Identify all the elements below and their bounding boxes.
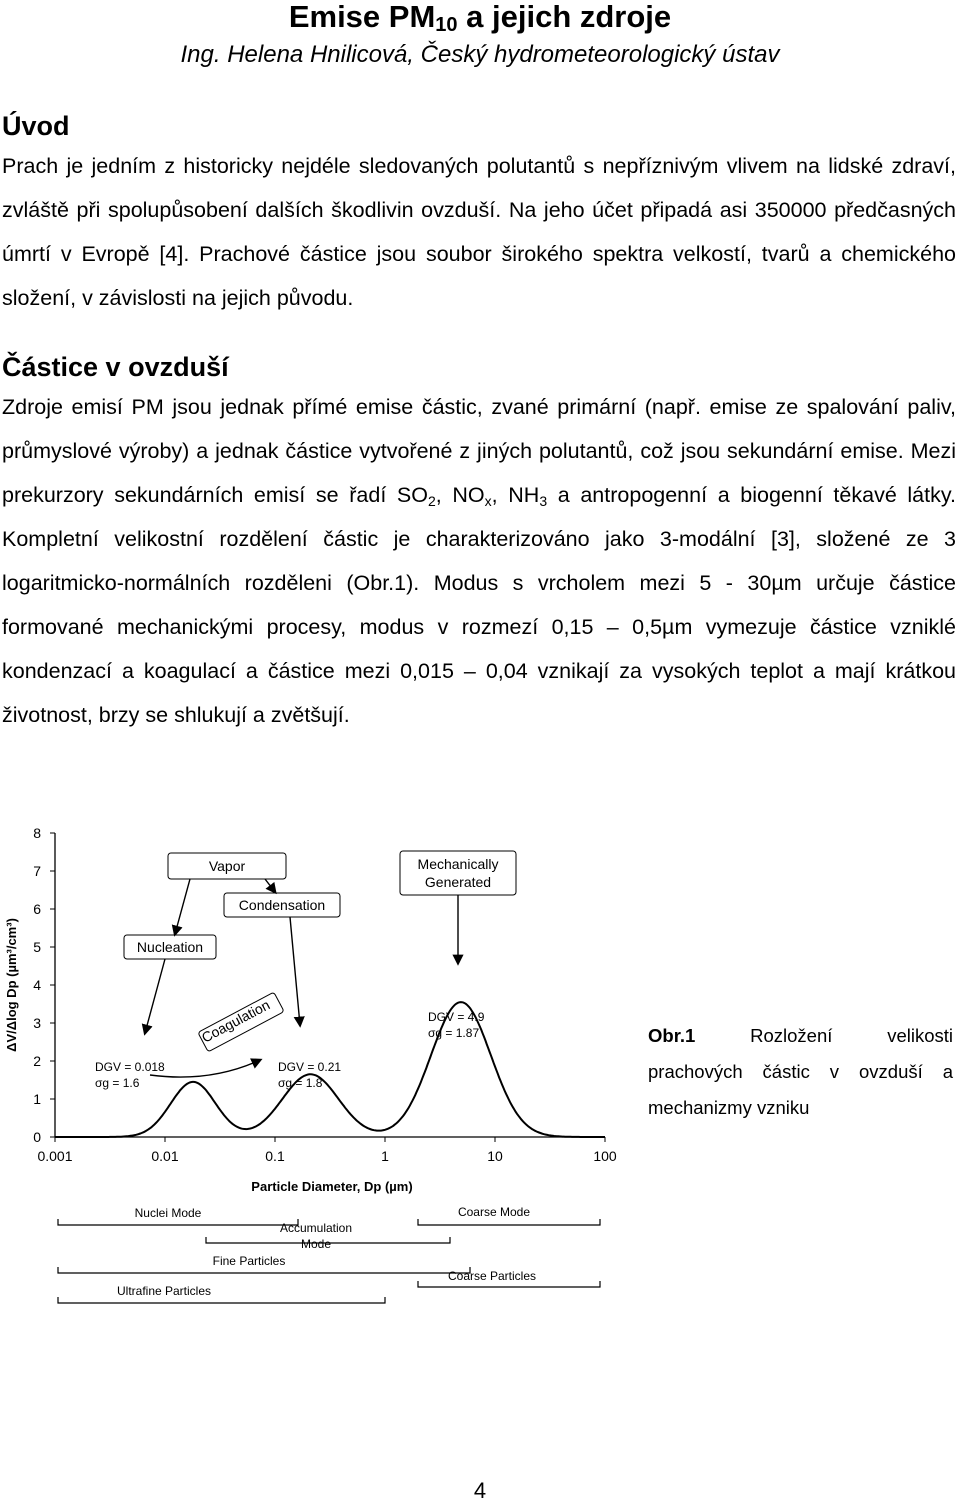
nucleation-label: Nucleation xyxy=(136,939,204,955)
y-tick-label: 4 xyxy=(33,977,41,993)
particle-size-distribution-chart xyxy=(0,815,640,1315)
section-heading-intro: Úvod xyxy=(2,111,70,141)
mode2-sigma: σg = 1.8 xyxy=(278,1076,323,1090)
x-axis-label: Particle Diameter, Dp (µm) xyxy=(251,1179,413,1194)
y-tick-label: 3 xyxy=(33,1015,41,1031)
mode2-dgv: DGV = 0.21 xyxy=(278,1060,342,1074)
y-tick-label: 0 xyxy=(33,1129,41,1145)
ultrafine-particles-label: Ultrafine Particles xyxy=(116,1284,212,1298)
y-axis-label: ΔV/Δlog Dp (µm³/cm³) xyxy=(4,918,19,1052)
accumulation-mode-label-2: Mode xyxy=(300,1237,332,1251)
y-tick-label: 7 xyxy=(33,863,41,879)
mode1-dgv: DGV = 0.018 xyxy=(95,1060,165,1074)
vapor-label: Vapor xyxy=(208,858,246,874)
y-tick-label: 5 xyxy=(33,939,41,955)
coagulation-label: Coagulation xyxy=(198,996,273,1046)
x-tick-label: 0.01 xyxy=(151,1148,179,1164)
mechanically-label-2: Generated xyxy=(424,874,492,890)
accumulation-mode-label-1: Accumulation xyxy=(279,1221,353,1235)
y-tick-label: 8 xyxy=(33,825,41,841)
condensation-label: Condensation xyxy=(238,897,326,913)
mode1-sigma: σg = 1.6 xyxy=(95,1076,140,1090)
x-tick-label: 0.001 xyxy=(37,1148,73,1164)
chart-axes xyxy=(55,833,605,1137)
nuclei-mode-label: Nuclei Mode xyxy=(134,1206,202,1220)
mode3-sigma: σg = 1.87 xyxy=(428,1026,480,1040)
y-tick-label: 2 xyxy=(33,1053,41,1069)
coarse-mode-label: Coarse Mode xyxy=(457,1205,531,1219)
mode3-dgv: DGV = 4.9 xyxy=(428,1010,485,1024)
author-line: Ing. Helena Hnilicová, Český hydrometeorologický ústav xyxy=(180,41,780,68)
figure-caption: Obr.1 Rozložení velikosti prachových částic v ovzduší a mechanizmy vzniku xyxy=(648,1025,953,1118)
x-tick-label: 1 xyxy=(381,1148,389,1164)
coarse-particles-label: Coarse Particles xyxy=(447,1269,537,1283)
y-tick-label: 1 xyxy=(33,1091,41,1107)
x-tick-label: 0.1 xyxy=(265,1148,285,1164)
mechanically-label-1: Mechanically xyxy=(417,856,499,872)
section-heading-particles: Částice v ovzduší xyxy=(2,352,229,382)
y-tick-label: 6 xyxy=(33,901,41,917)
page-title: Emise $PM_{10}$ a jejich zdroje xyxy=(288,0,672,36)
x-tick-label: 10 xyxy=(487,1148,503,1164)
fine-particles-label: Fine Particles xyxy=(212,1254,286,1268)
x-tick-label: 100 xyxy=(593,1148,617,1164)
page-number: 4 xyxy=(473,1478,487,1503)
intro-paragraph: Prach je jedním z historicky nejdéle sledovaných polutantů s nepříznivým vlivem na lidské zdraví, zvláště při spolupůsobení dalších škodlivin ovzduší. Na jeho účet připadá asi 350000 předčasných úmrtí v Evropě [4]. Prachové částice jsou soubor širokého spektra velkostí, tvarů a chemického složení, v závislosti na jejich původu. xyxy=(2,154,956,310)
particles-paragraph: Zdroje emisí PM jsou jednak přímé emise částic, zvané primární (např. emise ze spalování paliv, průmyslové výroby) a jednak částice vytvořené z jiných polutantů, což jsou sekundární emise. Mezi prekurzory sekundárních emisí se řadí $SO_2$, $NO_x$, $NH_3$ a antropogenní a biogenní těkavé látky. Kompletní velikostní rozdělení částic je charakterizováno jako 3-modální [3], složené ze 3 logaritmicko-normálních rozděleni (Obr.1). Modus s vrcholem mezi 5 - 30µm určuje částice formované mechanickými procesy, modus v rozmezí 0,15 – 0,5µm vymezuje částice vzniklé kondenzací a koagulací a částice mezi 0,015 – 0,04 vznikají za vysokých teplot a mají krátkou životnost, brzy se shlukují a zvětšují. xyxy=(2,395,956,727)
